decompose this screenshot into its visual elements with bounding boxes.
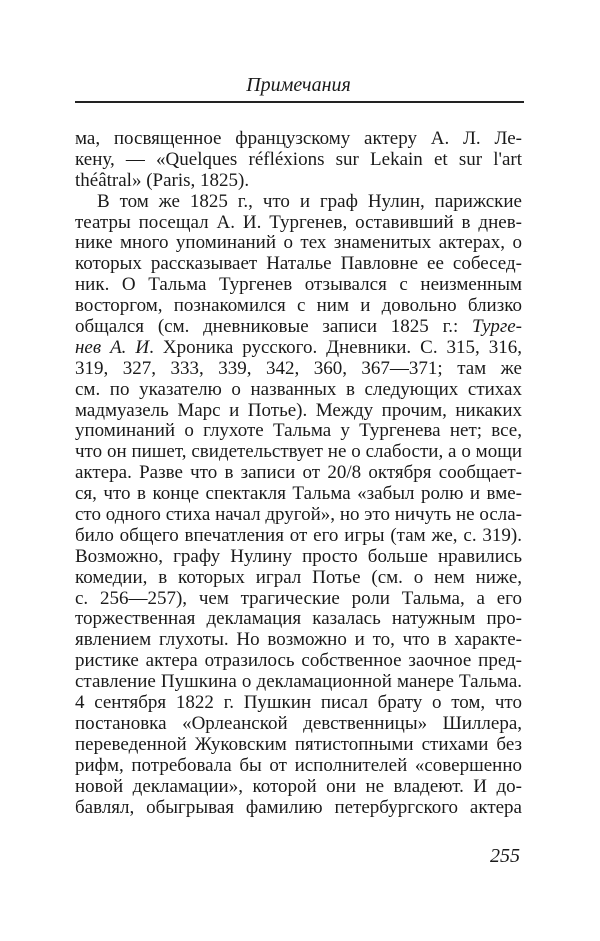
text-line [75,421,522,442]
italic-text: Турге- [472,316,522,338]
text-line [75,693,522,714]
text-line [75,651,522,672]
text-line [75,129,522,150]
text-segment: бавлял, обыгрывая фамилию петербургского актера [75,796,522,818]
header-rule [75,101,524,103]
text-segment: актера. Разве что в записи от 20/8 октября сообщает- [75,462,522,484]
text-segment: переведенной Жуковским пятистопными стихами без [75,733,522,755]
text-line [75,568,522,589]
body-text [75,129,522,818]
text-segment: с. 256—257), чем трагические роли Тальма, а его [75,587,522,609]
text-segment: явлением глухоты. Но возможно и то, что в характе- [75,629,522,651]
text-segment: общался (см. дневниковые записи 1825 г.: [75,316,473,338]
text-line [75,672,522,693]
text-line [75,777,522,798]
text-segment: см. по указателю о названных в следующих стихах [75,378,522,400]
text-segment: 4 сентября 1822 г. Пушкин писал брату о том, что [75,692,522,714]
running-header: Примечания [246,74,351,96]
text-segment: В том же 1825 г., что и граф Нулин, парижские [97,190,522,212]
text-segment: 319, 327, 333, 339, 342, 360, 367—371; там же [75,357,522,379]
text-segment: ма, посвященное французскому актеру А. Л. Ле- [75,128,522,149]
text-line [75,150,522,171]
text-line [75,714,522,735]
text-segment: театры посещал А. И. Тургенев, оставивший в днев- [75,211,522,233]
text-segment: мадмуазель Марс и Потье). Между прочим, никаких [75,399,522,421]
text-line [75,401,522,422]
text-line [75,296,522,317]
text-line [75,171,522,192]
text-line [75,526,522,547]
text-line [75,547,522,568]
text-segment: новой декламации», которой они не владеют. И до- [75,775,522,797]
italic-text: нев А. И [75,336,150,358]
text-line [75,505,522,526]
text-line [75,609,522,630]
text-segment: упоминаний о глухоте Тальма у Тургенева нет; все, [75,420,522,442]
text-segment: нике много упоминаний о тех знаменитых актерах, о [75,232,522,254]
text-line [75,275,522,296]
text-line [75,233,522,254]
text-segment: ник. О Тальма Тургенев отзывался с неизменным [75,274,522,296]
text-segment: théâtral» (Paris, 1825). [75,169,250,191]
text-segment: ставление Пушкина о декламационной манере Тальма. [75,671,522,693]
text-segment: . Хроника русского. Дневники. С. 315, 316, [149,336,523,358]
text-segment: которых рассказывает Наталье Павловне ее собесед- [75,253,522,275]
text-line [75,442,522,463]
text-line [75,630,522,651]
text-line [75,484,522,505]
text-line [75,756,522,777]
text-segment: рифм, потребовала бы от исполнителей «совершенно [75,754,522,776]
text-segment: постановка «Орлеанской девственницы» Шиллера, [75,712,522,734]
text-segment: сто одного стиха начал другой», но это ничуть не осла- [75,504,522,526]
text-segment: комедии, в которых играл Потье (см. о нем ниже, [75,566,522,588]
text-segment: восторгом, познакомился с ним и довольно близко [75,295,522,317]
text-line [75,359,522,380]
text-line [75,735,522,756]
text-line [75,463,522,484]
text-line [75,589,522,610]
text-segment: ся, что в конце спектакля Тальма «забыл ролю и вме- [75,483,522,505]
text-segment: что он пишет, свидетельствует не о слабости, а о мощи [75,441,522,463]
text-line [75,380,522,401]
text-line [75,192,522,213]
text-line [75,213,522,234]
text-line [75,798,522,819]
text-line [75,338,522,359]
text-segment: било общего впечатления от его игры (там же, с. 319). [75,524,522,546]
page-number: 255 [490,845,520,867]
text-line [75,317,522,338]
text-segment: торжественная декламация казалась натужным про- [75,608,522,630]
text-segment: ристике актера отразилось собственное заочное пред- [75,650,522,672]
text-line [75,254,522,275]
text-segment: кену, — «Quelques réfléxions sur Lekain et sur l'art [75,148,522,170]
text-segment: Возможно, графу Нулину просто больше нравились [75,545,522,567]
